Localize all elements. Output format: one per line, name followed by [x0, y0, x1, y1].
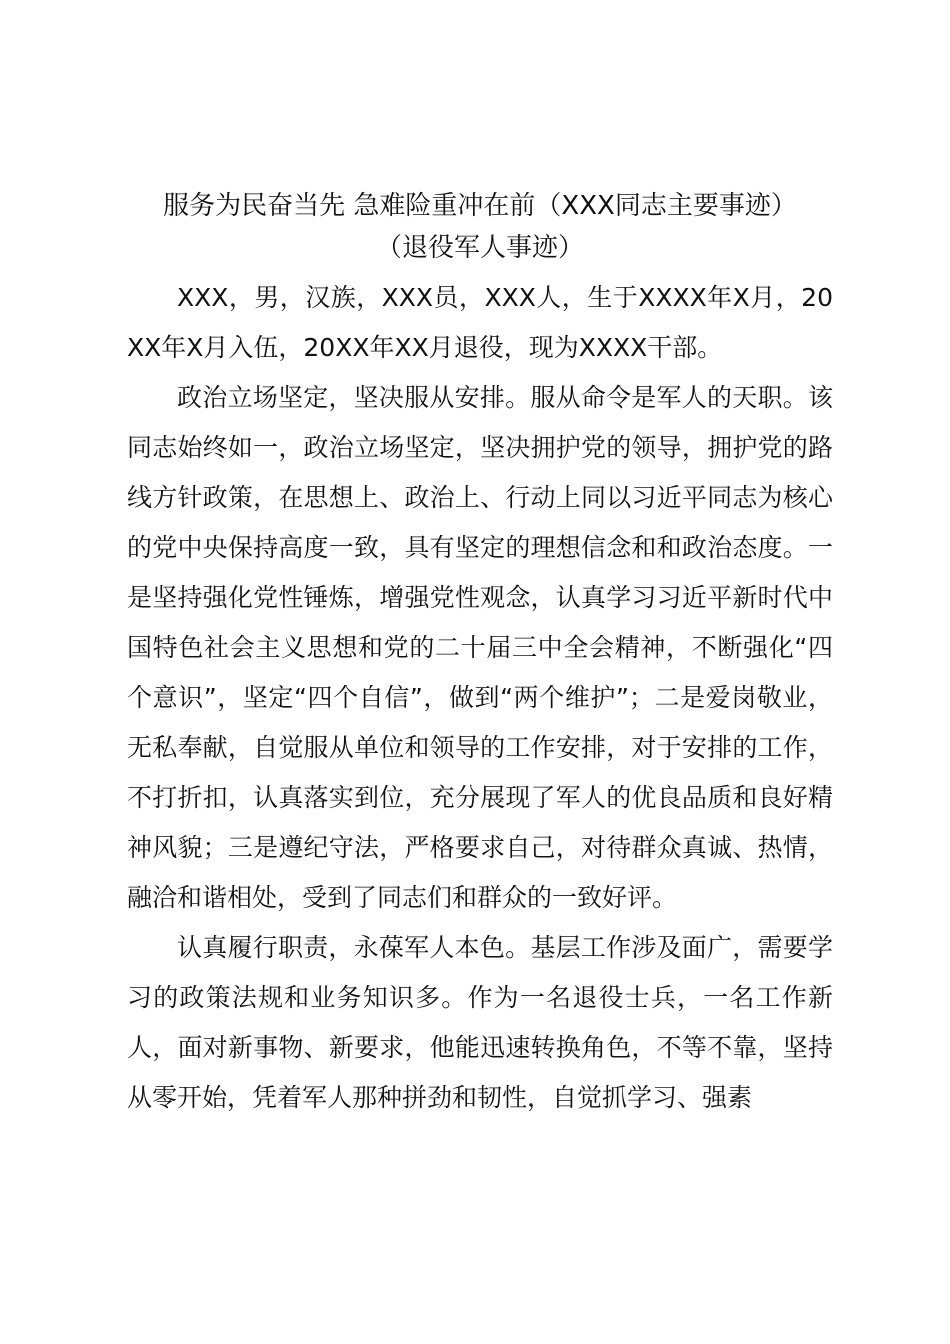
paragraph-intro: XXX，男，汉族，XXX员，XXX人，生于XXXX年X月，20XX年X月入伍，20XX年XX月退役，现为XXXX干部。	[127, 283, 833, 362]
paragraph-duty: 认真履行职责，永葆军人本色。基层工作涉及面广，需要学习的政策法规和业务知识多。作为一名退役士兵，一名工作新人，面对新事物、新要求，他能迅速转换角色，不等不靠，坚持从零开始，凭着军人那种拼劲和韧性，自觉抓学习、强素	[127, 933, 833, 1112]
document-title: 服务为民奋当先 急难险重冲在前（XXX同志主要事迹）	[163, 191, 797, 221]
document-subtitle: （退役军人事迹）	[375, 233, 584, 263]
paragraph-political-stance: 政治立场坚定，坚决服从安排。服从命令是军人的天职。该同志始终如一，政治立场坚定，坚决拥护党的领导，拥护党的路线方针政策，在思想上、政治上、行动上同以习近平同志为核心的党中央保持高度一致，具有坚定的理想信念和和政治态度。一是坚持强化党性锤炼，增强党性观念，认真学习习近平新时代中国特色社会主义思想和党的二十届三中全会精神，不断强化“四个意识”，坚定“四个自信”，做到“两个维护”；二是爱岗敬业，无私奉献，自觉服从单位和领导的工作安排，对于安排的工作，不打折扣，认真落实到位，充分展现了军人的优良品质和良好精神风貌；三是遵纪守法，严格要求自己，对待群众真诚、热情，融洽和谐相处，受到了同志们和群众的一致好评。	[127, 383, 833, 912]
document-body	[127, 185, 833, 1123]
